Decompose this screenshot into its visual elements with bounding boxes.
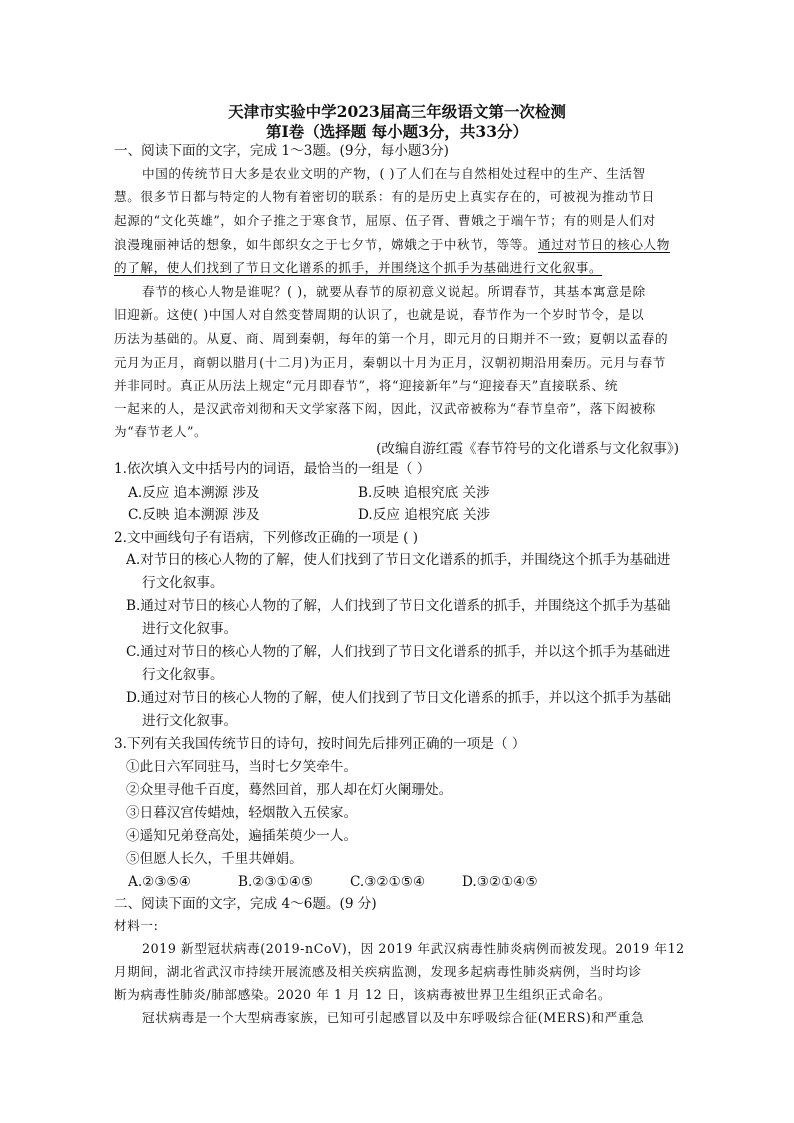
question-1-option-a: A.反应 追本溯源 涉及 bbox=[128, 485, 260, 501]
material-1-line: 冠状病毒是一个大型病毒家族，已知可引起感冒以及中东呼吸综合征(MERS)和严重急 bbox=[142, 1010, 645, 1025]
section-2-heading: 二、阅读下面的文字，完成 4～6题。(9 分) bbox=[114, 896, 377, 912]
question-3-option-c: C.③②①⑤④ bbox=[350, 874, 426, 890]
passage-2-line: 元月为正月，商朝以腊月(十二月)为正月，秦朝以十月为正月，汉朝初期沿用秦历。元月与春节 bbox=[114, 355, 666, 370]
question-2-stem: 2.文中画线句子有语病，下列修改正确的一项是 ( ) bbox=[114, 530, 419, 546]
question-2-option-a-cont: 行文化叙事。 bbox=[142, 575, 224, 591]
passage-2-line: 并非同时。真正从历法上规定“元月即春节”，将“迎接新年”与“迎接春天”直接联系、统 bbox=[114, 378, 619, 393]
material-1-line: 断为病毒性肺炎/肺部感染。2020 年 1 月 12 日，该病毒被世界卫生组织正式命名。 bbox=[114, 987, 612, 1002]
source-citation: (改编自游红霞《春节符号的文化谱系与文化叙事》) bbox=[376, 441, 679, 457]
question-3-option-d: D.③②①④⑤ bbox=[462, 874, 538, 890]
question-1-option-b: B.反映 追根究底 关涉 bbox=[358, 485, 490, 501]
question-1-option-d: D.反应 追根究底 关涉 bbox=[358, 507, 491, 523]
question-3-poem-line: ⑤但愿人长久，千里共婵娟。 bbox=[126, 851, 303, 867]
material-1-label: 材料一: bbox=[114, 918, 159, 933]
question-2-option-d-cont: 进行文化叙事。 bbox=[142, 713, 238, 729]
passage-2-line: 旧迎新。这使( )中国人对自然变替周期的认识了，也就是说，春节作为一个岁时节令，是以 bbox=[114, 307, 645, 322]
question-2-option-c: C.通过对节日的核心人物的了解，人们找到了节日文化谱系的抓手，并以这个抓手为基础进 bbox=[126, 644, 671, 660]
material-1-line: 2019 新型冠状病毒(2019-nCoV)，因 2019 年武汉病毒性肺炎病例而被发现。2019 年12 bbox=[142, 941, 685, 956]
passage-2-line: 一起来的人，是汉武帝刘彻和天文学家落下闳，因此，汉武帝被称为“春节皇帝”，落下闳被称 bbox=[114, 401, 656, 416]
passage-2-line: 春节的核心人物是谁呢？( )，就要从春节的原初意义说起。所谓春节，其基本寓意是除 bbox=[142, 284, 646, 299]
question-3-poem-line: ④遥知兄弟登高处，遍插茱萸少一人。 bbox=[126, 828, 358, 844]
question-1-stem: 1.依次填入文中括号内的词语，最恰当的一组是（ ） bbox=[114, 461, 431, 477]
question-2-option-d: D.通过对节日的核心人物的了解，使人们找到了节日文化谱系的抓手，并以这个抓手为基础 bbox=[126, 690, 671, 706]
question-3-poem-line: ③日暮汉宫传蜡烛，轻烟散入五侯家。 bbox=[126, 805, 358, 821]
section-1-heading: 一、阅读下面的文字，完成 1～3题。(9分，每小题3分) bbox=[114, 143, 449, 159]
passage-1-line: 中国的传统节日大多是农业文明的产物，( )了人们在与自然相处过程中的生产、生活智 bbox=[142, 166, 646, 181]
underlined-sentence-end: 的了解，使人们找到了节日文化谱系的抓手，并围绕这个抓手为基础进行文化叙事。 bbox=[114, 260, 603, 275]
passage-1-line: 慧。很多节日都与特定的人物有着密切的联系：有的是历史上真实存在的，可被视为推动节日 bbox=[114, 189, 655, 204]
question-3-stem: 3.下列有关我国传统节日的诗句，按时间先后排列正确的一项是（ ） bbox=[114, 736, 526, 752]
question-3-poem-line: ①此日六军同驻马，当时七夕笑牵牛。 bbox=[126, 759, 358, 775]
question-2-option-a: A.对节日的核心人物的了解，使人们找到了节日文化谱系的抓手，并围绕这个抓手为基础进 bbox=[126, 552, 671, 568]
passage-2-line: 历法为基础的。从夏、商、周到秦朝，每年的第一个月，即元月的日期并不一致；夏朝以孟春的 bbox=[114, 331, 669, 346]
passage-1-line: 起源的“文化英雄”，如介子推之于寒食节，屈原、伍子胥、曹娥之于端午节；有的则是人们对 bbox=[114, 213, 656, 228]
question-2-option-b: B.通过对节日的核心人物的了解，人们找到了节日文化谱系的抓手，并围绕这个抓手为基础 bbox=[126, 598, 671, 614]
exam-title: 天津市实验中学2023届高三年级语文第一次检测 bbox=[228, 102, 566, 121]
question-1-option-c: C.反映 追本溯源 涉及 bbox=[128, 507, 260, 523]
question-3-poem-line: ②众里寻他千百度，蓦然回首，那人却在灯火阑珊处。 bbox=[126, 782, 453, 798]
exam-subtitle: 第Ⅰ卷（选择题 每小题3分，共33分） bbox=[265, 122, 528, 141]
question-3-option-b: B.②③①④⑤ bbox=[238, 874, 314, 890]
question-2-option-b-cont: 进行文化叙事。 bbox=[142, 621, 238, 637]
passage-1-line: 浪漫瑰丽神话的想象，如牛郎织女之于七夕节，嫦娥之于中秋节，等等。 bbox=[114, 237, 537, 252]
material-1-line: 月期间，湖北省武汉市持续开展流感及相关疾病监测，发现多起病毒性肺炎病例，当时均诊 bbox=[114, 964, 642, 979]
question-2-option-c-cont: 行文化叙事。 bbox=[142, 667, 224, 683]
question-3-option-a: A.②③⑤④ bbox=[128, 874, 191, 890]
underlined-sentence-start: 通过对节日的核心人物 bbox=[538, 237, 670, 252]
passage-2-line: 为“春节老人”。 bbox=[114, 424, 208, 439]
